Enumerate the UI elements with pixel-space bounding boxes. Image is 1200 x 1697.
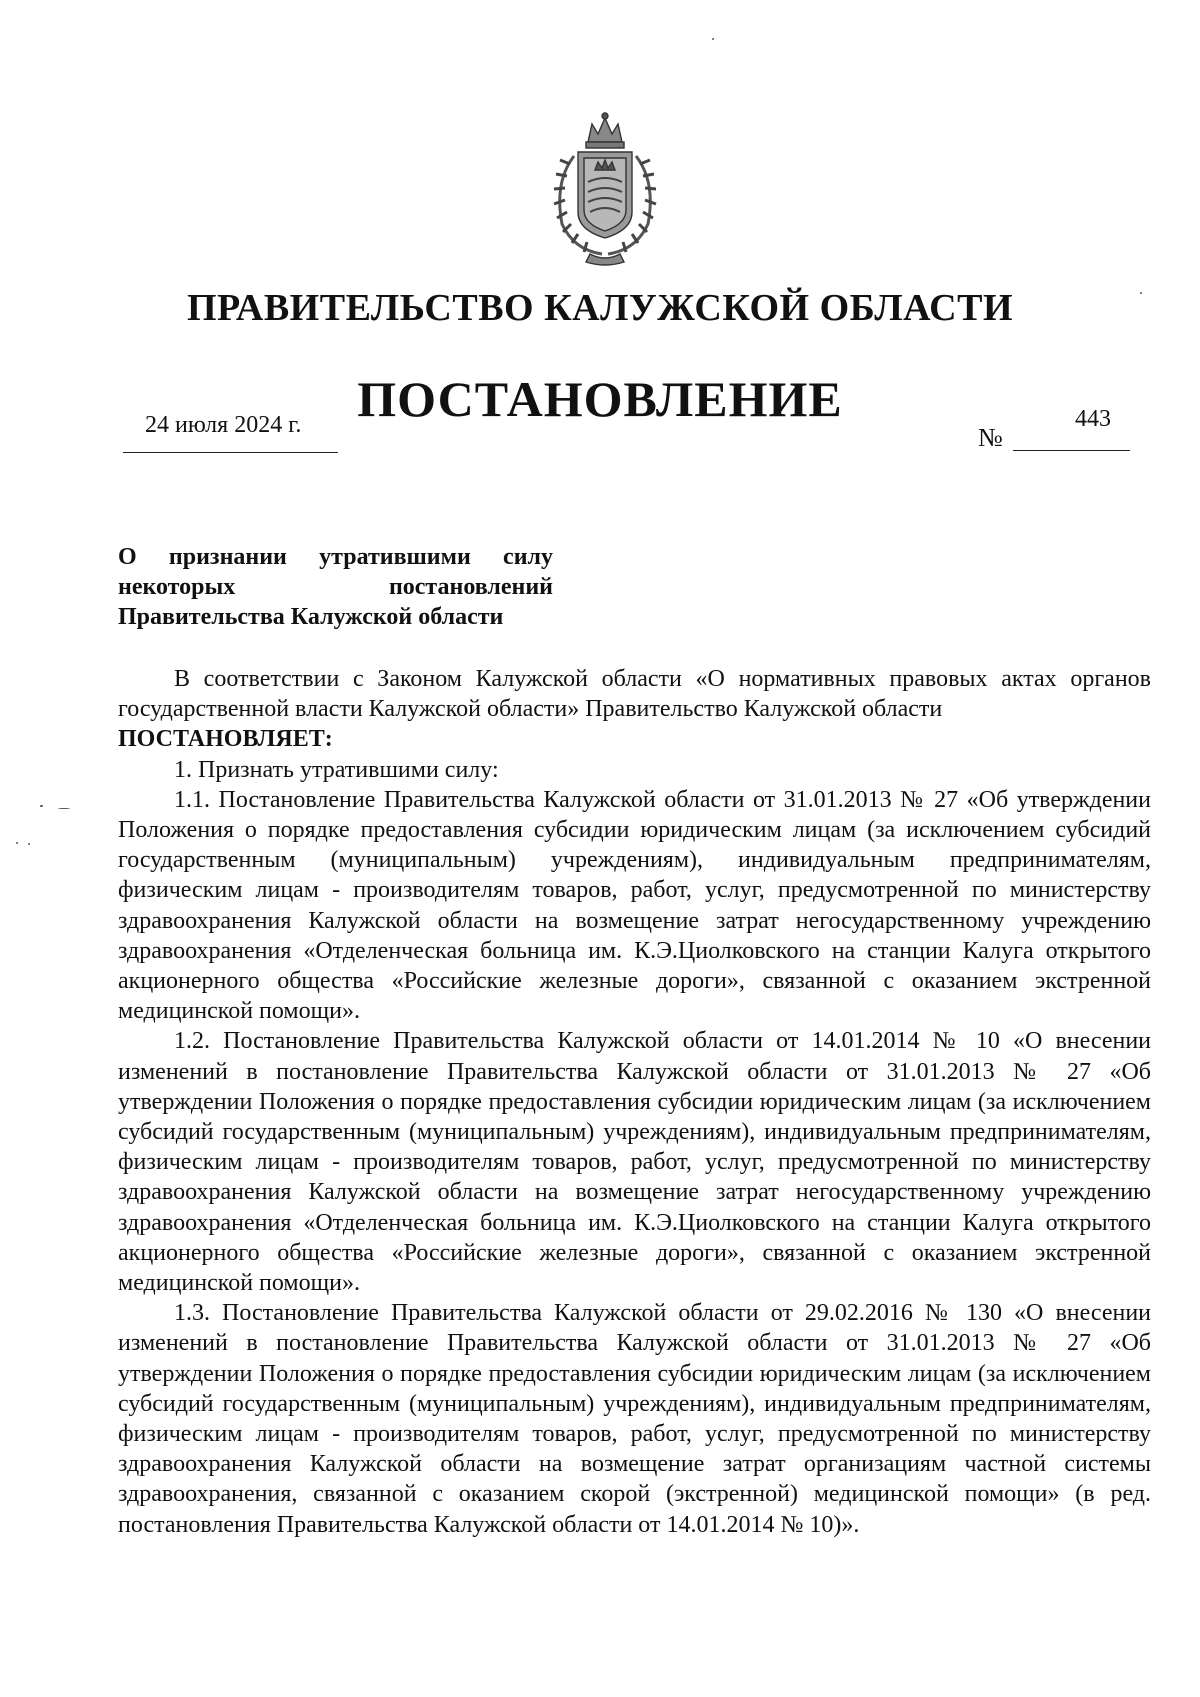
decree-word: ПОСТАНОВЛЯЕТ: (118, 726, 333, 753)
document-type-title: ПОСТАНОВЛЕНИЕ (357, 371, 843, 427)
item-1-1: 1.1. Постановление Правительства Калужской области от 31.01.2013 № 27 «Об утверждении Положения о порядке предоставления субсидии юридическим лицам (за исключением субсидий государственным (муниципальным) учреждениям), индивидуальным предпринимателям, физическим лицам - производителям товаров, работ, услуг, предусмотренной по министерству здравоохранения Калужской области на возмещение затрат негосударственному учреждению здравоохранения «Отделенческая больница им. К.Э.Циолковского на станции Калуга открытого акционерного общества «Российские железные дороги», связанной с оказанием экстренной медицинской помощи». (118, 786, 1151, 1025)
kaluga-region-coat-of-arms-icon (540, 112, 670, 267)
document-subject (118, 542, 553, 632)
scan-speck (712, 38, 714, 40)
scan-speck (1140, 292, 1142, 294)
scan-speck (28, 843, 30, 845)
subject-line-1: О признании утратившими силу (118, 544, 553, 570)
scan-speck (40, 805, 43, 807)
item-1-3: 1.3. Постановление Правительства Калужской области от 29.02.2016 № 130 «О внесении изменений в постановление Правительства Калужской области от 31.01.2013 № 27 «Об утверждении Положения о порядке предоставления субсидии юридическим лицам (за исключением субсидий государственным (муниципальным) учреждениям), индивидуальным предпринимателям, физическим лицам - производителям товаров, работ, услуг, предусмотренной по министерству здравоохранения Калужской области на возмещение затрат организациям частной системы здравоохранения, связанной с оказанием скорой (экстренной) медицинской помощи» (в ред. постановления Правительства Калужской области от 14.01.2014 № 10)». (118, 1300, 1151, 1538)
subject-line-3: Правительства Калужской области (118, 604, 504, 630)
preamble-paragraph: В соответствии с Законом Калужской области «О нормативных правовых актах органов государственной власти Калужской области» Правительство Калужской области (118, 666, 1151, 723)
organization-title: ПРАВИТЕЛЬСТВО КАЛУЖСКОЙ ОБЛАСТИ (186, 287, 1014, 329)
scan-speck (16, 842, 18, 844)
subject-line-2: некоторых постановлений (118, 574, 553, 600)
item-1: 1. Признать утратившими силу: (174, 756, 499, 783)
scan-speck (58, 808, 70, 809)
number-underline (1013, 450, 1130, 451)
document-number: 443 (1075, 406, 1111, 432)
document-body (118, 664, 1151, 1540)
document-date: 24 июля 2024 г. (145, 412, 302, 438)
date-underline (123, 452, 338, 453)
number-sign: № (978, 423, 1003, 452)
item-1-2: 1.2. Постановление Правительства Калужской области от 14.01.2014 № 10 «О внесении изменений в постановление Правительства Калужской области от 31.01.2013 № 27 «Об утверждении Положения о порядке предоставления субсидии юридическим лицам (за исключением субсидий государственным (муниципальным) учреждениям), индивидуальным предпринимателям, физическим лицам - производителям товаров, работ, услуг, предусмотренной по министерству здравоохранения Калужской области на возмещение затрат негосударственному учреждению здравоохранения «Отделенческая больница им. К.Э.Циолковского на станции Калуга открытого акционерного общества «Российские железные дороги», связанной с оказанием экстренной медицинской помощи». (118, 1028, 1151, 1297)
